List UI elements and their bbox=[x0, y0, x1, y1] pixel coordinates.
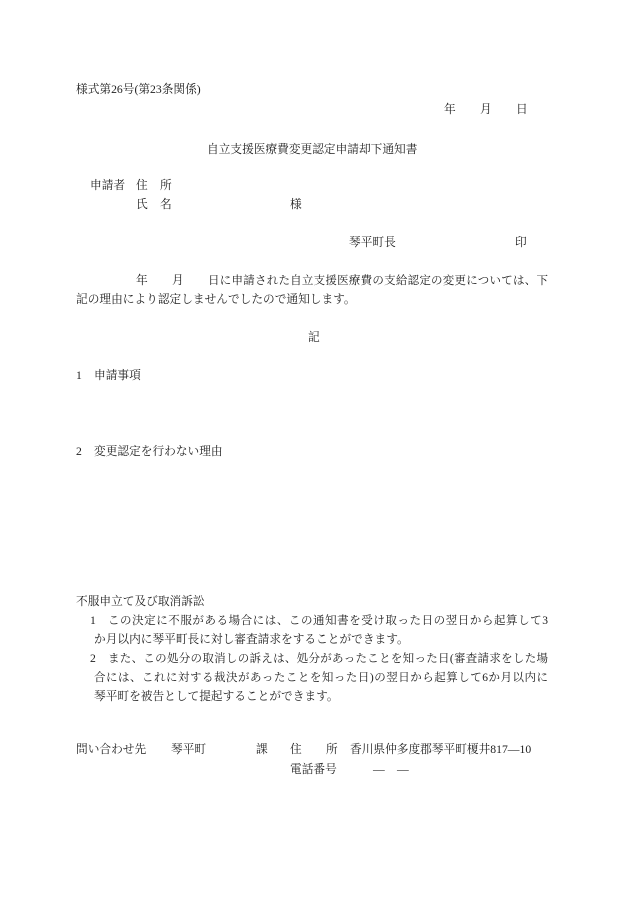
appeal-item-line: 合には、これに対する裁決があったことを知った日)の翌日から起算して6か月以内に bbox=[94, 672, 548, 684]
note-heading: 記 bbox=[308, 331, 320, 344]
date-year-label: 年 bbox=[444, 103, 456, 116]
applicant-name-label-2: 名 bbox=[160, 198, 172, 211]
date-month-label: 月 bbox=[480, 103, 492, 116]
contact-phone-separator: — bbox=[373, 763, 385, 776]
document-title: 自立支援医療費変更認定申請却下通知書 bbox=[207, 143, 418, 156]
body-line-2: 記の理由により認定しませんでしたので通知します。 bbox=[76, 293, 356, 306]
section-label: 変更認定を行わない理由 bbox=[94, 445, 223, 458]
appeal-item-line: また、この処分の取消しの訴えは、処分があったことを知った日(審査請求をした場 bbox=[108, 653, 548, 665]
contact-department-suffix: 課 bbox=[256, 743, 268, 756]
body-line-1: 日に申請された自立支援医療費の支給認定の変更については、下 bbox=[208, 275, 548, 287]
contact-address-label-1: 住 bbox=[290, 743, 302, 756]
issuer-seal-mark: 印 bbox=[515, 236, 527, 249]
appeal-item-line: か月以内に琴平町長に対し審査請求をすることができます。 bbox=[94, 633, 409, 646]
date-day-label: 日 bbox=[516, 103, 528, 116]
form-number: 様式第26号(第23条関係) bbox=[76, 83, 201, 96]
contact-address-label-2: 所 bbox=[326, 743, 338, 756]
body-year-label: 年 bbox=[136, 274, 148, 287]
applicant-address-label-1: 住 bbox=[136, 179, 148, 192]
applicant-address-label-2: 所 bbox=[160, 179, 172, 192]
contact-address: 香川県仲多度郡琴平町榎井817—10 bbox=[350, 743, 532, 756]
appeal-item-line: 琴平町を被告として提起することができます。 bbox=[94, 690, 339, 703]
appeal-item-number: 2 bbox=[90, 652, 96, 665]
section-label: 申請事項 bbox=[94, 369, 141, 382]
appeal-item-number: 1 bbox=[90, 614, 96, 627]
body-month-label: 月 bbox=[172, 274, 184, 287]
applicant-honorific: 様 bbox=[290, 198, 302, 211]
contact-label: 問い合わせ先 bbox=[76, 743, 147, 756]
section-number: 2 bbox=[76, 445, 82, 458]
contact-town: 琴平町 bbox=[171, 743, 207, 756]
contact-phone-separator: — bbox=[397, 763, 409, 776]
section-number: 1 bbox=[76, 369, 82, 382]
issuer-title: 琴平町長 bbox=[349, 236, 396, 249]
applicant-label: 申請者 bbox=[90, 179, 126, 192]
contact-phone-label: 電話番号 bbox=[290, 763, 337, 776]
appeal-heading: 不服申立て及び取消訴訟 bbox=[76, 595, 205, 608]
appeal-item-line: この決定に不服がある場合には、この通知書を受け取った日の翌日から起算して3 bbox=[108, 615, 548, 627]
applicant-name-label-1: 氏 bbox=[136, 198, 148, 211]
